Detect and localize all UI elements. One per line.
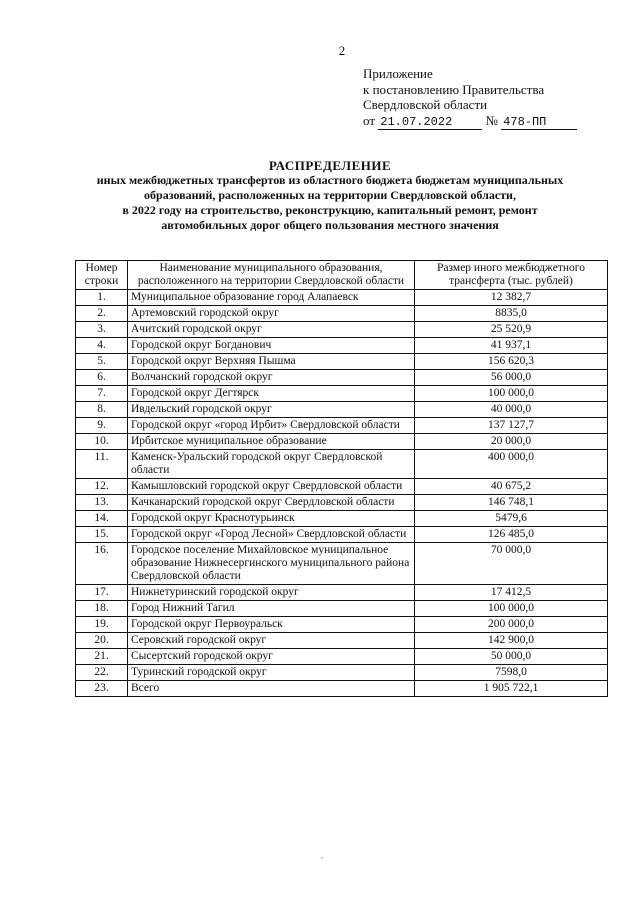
transfer-amount-cell: 20 000,0 bbox=[415, 434, 608, 450]
municipality-cell: Город Нижний Тагил bbox=[128, 601, 415, 617]
transfer-amount-cell: 126 485,0 bbox=[415, 527, 608, 543]
table-row bbox=[76, 434, 608, 450]
table-row bbox=[76, 527, 608, 543]
table-body bbox=[76, 290, 608, 697]
transfer-amount-cell: 70 000,0 bbox=[415, 543, 608, 585]
municipality-cell: Ирбитское муниципальное образование bbox=[128, 434, 415, 450]
row-number-cell: 22. bbox=[76, 665, 128, 681]
municipality-cell: Нижнетуринский городской округ bbox=[128, 585, 415, 601]
transfer-amount-cell: 142 900,0 bbox=[415, 633, 608, 649]
table-row bbox=[76, 354, 608, 370]
table-row bbox=[76, 418, 608, 434]
table-row bbox=[76, 511, 608, 527]
table-row bbox=[76, 543, 608, 585]
row-number-cell: 2. bbox=[76, 306, 128, 322]
row-number-cell: 8. bbox=[76, 402, 128, 418]
transfer-amount-cell: 40 675,2 bbox=[415, 479, 608, 495]
municipality-cell: Ачитский городской округ bbox=[128, 322, 415, 338]
table-row bbox=[76, 322, 608, 338]
municipality-cell: Городской округ Богданович bbox=[128, 338, 415, 354]
municipality-cell: Городской округ Краснотурьинск bbox=[128, 511, 415, 527]
municipality-cell: Качканарский городской округ Свердловской области bbox=[128, 495, 415, 511]
municipality-cell: Серовский городской округ bbox=[128, 633, 415, 649]
scan-dot bbox=[321, 857, 323, 859]
appendix-line-1: Приложение bbox=[363, 66, 433, 81]
municipality-cell: Городской округ «город Ирбит» Свердловской области bbox=[128, 418, 415, 434]
transfer-amount-cell: 100 000,0 bbox=[415, 601, 608, 617]
table-row bbox=[76, 386, 608, 402]
table-row bbox=[76, 450, 608, 479]
transfer-amount-cell: 5479,6 bbox=[415, 511, 608, 527]
municipality-cell: Артемовский городской округ bbox=[128, 306, 415, 322]
header-transfer-amount: Размер иного межбюджетного трансферта (тыс. рублей) bbox=[415, 261, 608, 290]
transfer-amount-cell: 40 000,0 bbox=[415, 402, 608, 418]
row-number-cell: 14. bbox=[76, 511, 128, 527]
transfer-amount-cell: 17 412,5 bbox=[415, 585, 608, 601]
table-row bbox=[76, 633, 608, 649]
title-line-4: автомобильных дорог общего пользования местного значения bbox=[161, 218, 499, 232]
municipality-cell: Камышловский городской округ Свердловской области bbox=[128, 479, 415, 495]
municipality-cell: Туринский городской округ bbox=[128, 665, 415, 681]
table-row bbox=[76, 290, 608, 306]
table-row bbox=[76, 585, 608, 601]
row-number-cell: 13. bbox=[76, 495, 128, 511]
appendix-block bbox=[363, 66, 577, 130]
row-number-cell: 19. bbox=[76, 617, 128, 633]
row-number-cell: 9. bbox=[76, 418, 128, 434]
table-header-row bbox=[76, 261, 608, 290]
transfer-amount-cell: 200 000,0 bbox=[415, 617, 608, 633]
row-number-cell: 18. bbox=[76, 601, 128, 617]
municipality-cell: Городской округ Первоуральск bbox=[128, 617, 415, 633]
municipality-cell: Волчанский городской округ bbox=[128, 370, 415, 386]
transfer-amount-cell: 25 520,9 bbox=[415, 322, 608, 338]
title-line-3: в 2022 году на строительство, реконструкцию, капитальный ремонт, ремонт bbox=[122, 203, 538, 217]
table-row bbox=[76, 306, 608, 322]
municipality-cell: Муниципальное образование город Алапаевск bbox=[128, 290, 415, 306]
transfer-amount-cell: 50 000,0 bbox=[415, 649, 608, 665]
row-number-cell: 1. bbox=[76, 290, 128, 306]
table-row bbox=[76, 370, 608, 386]
appendix-line-3: Свердловской области bbox=[363, 97, 488, 112]
from-label: от bbox=[363, 112, 376, 128]
table-row bbox=[76, 402, 608, 418]
transfer-amount-cell: 8835,0 bbox=[415, 306, 608, 322]
row-number-cell: 7. bbox=[76, 386, 128, 402]
transfer-amount-cell: 146 748,1 bbox=[415, 495, 608, 511]
transfer-amount-cell: 1 905 722,1 bbox=[415, 681, 608, 697]
row-number-cell: 3. bbox=[76, 322, 128, 338]
table-row bbox=[76, 338, 608, 354]
appendix-date-line bbox=[363, 113, 577, 130]
row-number-cell: 16. bbox=[76, 543, 128, 585]
table-row bbox=[76, 601, 608, 617]
transfer-amount-cell: 41 937,1 bbox=[415, 338, 608, 354]
title-heading: РАСПРЕДЕЛЕНИЕ bbox=[268, 158, 392, 173]
table-row bbox=[76, 665, 608, 681]
table-row bbox=[76, 617, 608, 633]
title-line-2: образований, расположенных на территории Свердловской области, bbox=[144, 188, 516, 202]
document-title bbox=[60, 158, 600, 233]
municipality-cell: Городской округ Верхняя Пышма bbox=[128, 354, 415, 370]
municipality-cell: Ивдельский городской округ bbox=[128, 402, 415, 418]
transfer-amount-cell: 156 620,3 bbox=[415, 354, 608, 370]
row-number-cell: 5. bbox=[76, 354, 128, 370]
municipality-cell: Сысертский городской округ bbox=[128, 649, 415, 665]
table-row bbox=[76, 681, 608, 697]
number-label: № bbox=[485, 112, 498, 128]
table-row bbox=[76, 479, 608, 495]
row-number-cell: 11. bbox=[76, 450, 128, 479]
row-number-cell: 17. bbox=[76, 585, 128, 601]
row-number-cell: 10. bbox=[76, 434, 128, 450]
page-number: 2 bbox=[338, 43, 346, 58]
row-number-cell: 21. bbox=[76, 649, 128, 665]
title-line-1: иных межбюджетных трансфертов из областного бюджета бюджетам муниципальных bbox=[96, 173, 564, 187]
distribution-table bbox=[75, 260, 608, 697]
transfer-amount-cell: 100 000,0 bbox=[415, 386, 608, 402]
table-row bbox=[76, 495, 608, 511]
transfer-amount-cell: 7598,0 bbox=[415, 665, 608, 681]
row-number-cell: 23. bbox=[76, 681, 128, 697]
row-number-cell: 4. bbox=[76, 338, 128, 354]
municipality-cell: Каменск-Уральский городской округ Свердловской области bbox=[128, 450, 415, 479]
row-number-cell: 20. bbox=[76, 633, 128, 649]
municipality-cell: Городской округ «Город Лесной» Свердловской области bbox=[128, 527, 415, 543]
transfer-amount-cell: 400 000,0 bbox=[415, 450, 608, 479]
header-row-number: Номер строки bbox=[76, 261, 128, 290]
row-number-cell: 12. bbox=[76, 479, 128, 495]
transfer-amount-cell: 56 000,0 bbox=[415, 370, 608, 386]
municipality-cell: Всего bbox=[128, 681, 415, 697]
header-municipality: Наименование муниципального образования, расположенного на территории Свердловской области bbox=[128, 261, 415, 290]
decree-date: 21.07.2022 bbox=[378, 116, 482, 130]
municipality-cell: Городской округ Дегтярск bbox=[128, 386, 415, 402]
transfer-amount-cell: 12 382,7 bbox=[415, 290, 608, 306]
table-row bbox=[76, 649, 608, 665]
row-number-cell: 15. bbox=[76, 527, 128, 543]
transfer-amount-cell: 137 127,7 bbox=[415, 418, 608, 434]
decree-number: 478-ПП bbox=[501, 116, 577, 130]
municipality-cell: Городское поселение Михайловское муниципальное образование Нижнесергинского муниципального района Свердловской области bbox=[128, 543, 415, 585]
row-number-cell: 6. bbox=[76, 370, 128, 386]
appendix-line-2: к постановлению Правительства bbox=[363, 81, 545, 97]
